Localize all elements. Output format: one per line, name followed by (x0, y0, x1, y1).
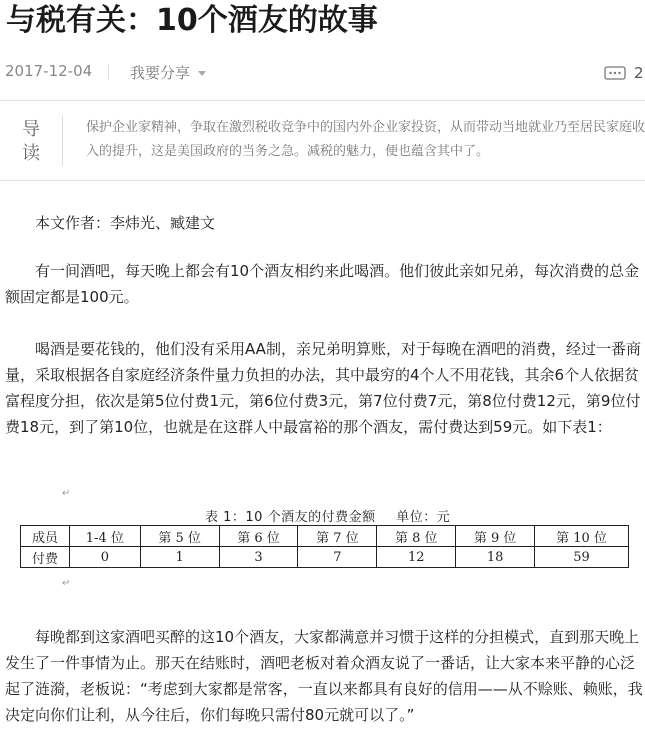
table-cell: 7 (298, 547, 377, 568)
divider (0, 100, 645, 101)
publish-date: 2017-12-04 (5, 62, 93, 80)
share-label: 我要分享 (130, 64, 191, 82)
fee-table (20, 525, 629, 568)
paragraph-2: 喝酒是要花钱的，他们没有采用AA制，亲兄弟明算账，对于每晚在酒吧的消费，经过一番商量，采取根据各自家庭经济条件量力负担的办法，其中最穷的4个人不用花钱，其余6个人依据贫富程度分担，依次是第5位付费1元，第6位付费3元，第7位付费7元，第8位付费12元，第9位付费18元，到了第10位，也就是在这群人中最富裕的那个酒友，需付费达到59元。如下表1： (5, 340, 641, 436)
table-cell: 第 9 位 (456, 526, 535, 547)
table-cell: 第 8 位 (377, 526, 456, 547)
comment-icon (604, 66, 626, 82)
article-meta (0, 58, 645, 86)
table-cell: 3 (219, 547, 298, 568)
table-header-row (21, 526, 629, 547)
share-button[interactable] (130, 62, 206, 83)
table-cell: 付费 (21, 547, 70, 568)
article-title: 与税有关：10个酒友的故事 (6, 3, 378, 38)
meta-divider (108, 64, 109, 80)
paragraph-mark: ↵ (62, 578, 71, 589)
divider (0, 180, 645, 181)
table-caption (205, 506, 450, 525)
table-cell: 成员 (21, 526, 70, 547)
table-cell: 59 (535, 547, 629, 568)
table-cell: 第 5 位 (140, 526, 219, 547)
comment-count: 2 (634, 64, 644, 82)
table-cell: 第 10 位 (535, 526, 629, 547)
table-unit: 单位：元 (396, 510, 451, 525)
comment-button[interactable] (604, 64, 644, 82)
guide-divider (62, 116, 63, 166)
table-row (21, 547, 629, 568)
paragraph-3: 每晚都到这家酒吧买醉的这10个酒友，大家都满意并习惯于这样的分担模式，直到那天晚上发生了一件事情为止。那天在结账时，酒吧老板对着众酒友说了一番话，让大家本来平静的心泛起了涟漪，老板说：“考虑到大家都是常客，一直以来都具有良好的信用——从不赊账、赖账，我决定向你们让利，从今往后，你们每晚只需付80元就可以了。” (5, 628, 643, 724)
table-cell: 0 (69, 547, 140, 568)
author-line: 本文作者：李炜光、臧建文 (35, 214, 216, 232)
table-cell: 1-4 位 (69, 526, 140, 547)
paragraph-1: 有一间酒吧，每天晚上都会有10个酒友相约来此喝酒。他们彼此亲如兄弟，每次消费的总金额固定都是100元。 (5, 262, 640, 306)
guide-label: 导读 (22, 119, 40, 164)
table-cell: 第 7 位 (298, 526, 377, 547)
paragraph-mark: ↵ (62, 488, 71, 499)
table-cell: 18 (456, 547, 535, 568)
table-cell: 第 6 位 (219, 526, 298, 547)
chevron-down-icon (198, 71, 206, 76)
table-cell: 1 (140, 547, 219, 568)
guide-text: 保护企业家精神，争取在激烈税收竞争中的国内外企业家投资，从而带动当地就业乃至居民家庭收入的提升，这是美国政府的当务之急。减税的魅力，便也蕴含其中了。 (86, 120, 645, 159)
table-title: 表 1：10 个酒友的付费金额 (205, 510, 376, 525)
table-cell: 12 (377, 547, 456, 568)
